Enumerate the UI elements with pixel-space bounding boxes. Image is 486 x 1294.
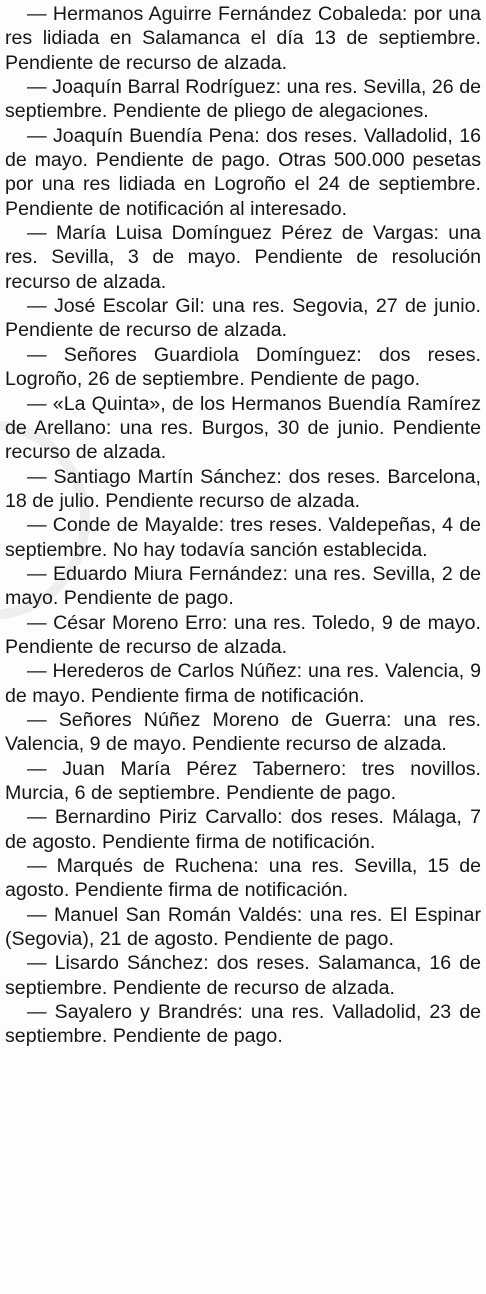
- list-item: [5, 294, 481, 343]
- list-item: [5, 708, 481, 757]
- em-dash: [27, 76, 52, 98]
- em-dash: [27, 514, 53, 536]
- entry-text: Señores Guardiola Domínguez: dos reses. Logroño, 26 de septiembre. Pendiente de pago.: [5, 343, 481, 391]
- list-item: [5, 343, 481, 392]
- em-dash: [27, 855, 57, 877]
- entry-text: Santiago Martín Sánchez: dos reses. Barcelona, 18 de julio. Pendiente recurso de alzada.: [5, 465, 481, 512]
- list-item: [5, 392, 481, 465]
- entry-text: José Escolar Gil: una res. Segovia, 27 de junio. Pendiente de recurso de alzada.: [5, 295, 482, 342]
- entry-text: Joaquín Buendía Pena: dos reses. Valladolid, 16 de mayo. Pendiente de pago. Otras 500.000 pesetas por una res lidiada en Logroño el 24 de septiembre. Pendiente de notificación al interesado.: [5, 124, 481, 220]
- list-item: [5, 854, 481, 903]
- em-dash: [27, 222, 56, 244]
- em-dash: [27, 1001, 55, 1023]
- entry-text: Conde de Mayalde: tres reses. Valdepeñas, 4 de septiembre. No hay todavía sanción establecida.: [5, 514, 481, 561]
- entry-text: Sayalero y Brandrés: una res. Valladolid, 23 de septiembre. Pendiente de pago.: [5, 1001, 481, 1048]
- em-dash: [27, 3, 53, 25]
- em-dash: [27, 806, 55, 828]
- entry-text: Hermanos Aguirre Fernández Cobaleda: por una res lidiada en Salamanca el día 13 de septiembre. Pendiente de recurso de alzada.: [5, 3, 481, 74]
- entry-text: Lisardo Sánchez: dos reses. Salamanca, 16 de septiembre. Pendiente de recurso de alzada.: [5, 952, 481, 999]
- entry-text: Señores Núñez Moreno de Guerra: una res. Valencia, 9 de mayo. Pendiente recurso de alzada.: [5, 708, 481, 756]
- entry-text: Joaquín Barral Rodríguez: una res. Sevilla, 26 de septiembre. Pendiente de pliego de alegaciones.: [5, 76, 481, 123]
- em-dash: [27, 466, 53, 488]
- em-dash: [27, 563, 53, 585]
- list-item: [5, 513, 481, 562]
- list-item: [5, 757, 481, 806]
- list-item: [5, 805, 481, 854]
- em-dash: [27, 393, 53, 415]
- em-dash: [27, 344, 64, 366]
- em-dash: [27, 295, 54, 317]
- list-item: [5, 562, 481, 611]
- list-item: [5, 903, 481, 952]
- em-dash: [27, 904, 54, 926]
- list-item: [5, 1000, 481, 1049]
- em-dash: [27, 709, 59, 731]
- em-dash: [27, 125, 53, 147]
- list-item: [5, 124, 481, 221]
- entry-text: César Moreno Erro: una res. Toledo, 9 de mayo. Pendiente de recurso de alzada.: [5, 611, 481, 658]
- list-item: [5, 611, 481, 660]
- list-item: [5, 221, 481, 294]
- entry-text: Marqués de Ruchena: una res. Sevilla, 15 de agosto. Pendiente firma de notificación.: [5, 855, 481, 902]
- em-dash: [27, 952, 55, 974]
- text-column: [5, 2, 481, 1049]
- list-item: [5, 465, 481, 514]
- entry-text: María Luisa Domínguez Pérez de Vargas: una res. Sevilla, 3 de mayo. Pendiente de resolución recurso de alzada.: [5, 222, 482, 293]
- entry-text: Juan María Pérez Tabernero: tres novillos. Murcia, 6 de septiembre. Pendiente de pago.: [5, 757, 481, 804]
- entry-text: Eduardo Miura Fernández: una res. Sevilla, 2 de mayo. Pendiente de pago.: [5, 562, 481, 610]
- entry-text: «La Quinta», de los Hermanos Buendía Ramírez de Arellano: una res. Burgos, 30 de junio. Pendiente recurso de alzada.: [5, 392, 481, 464]
- entry-text: Bernardino Piriz Carvallo: dos reses. Málaga, 7 de agosto. Pendiente firma de notificación.: [5, 806, 481, 853]
- list-item: [5, 75, 481, 124]
- list-item: [5, 659, 481, 708]
- em-dash: [27, 612, 53, 634]
- em-dash: [27, 758, 62, 780]
- em-dash: [27, 660, 52, 682]
- list-item: [5, 951, 481, 1000]
- entry-text: Herederos de Carlos Núñez: una res. Valencia, 9 de mayo. Pendiente firma de notificación.: [5, 660, 482, 707]
- list-item: [5, 2, 481, 75]
- entry-text: Manuel San Román Valdés: una res. El Espinar (Segovia), 21 de agosto. Pendiente de pago.: [5, 903, 481, 951]
